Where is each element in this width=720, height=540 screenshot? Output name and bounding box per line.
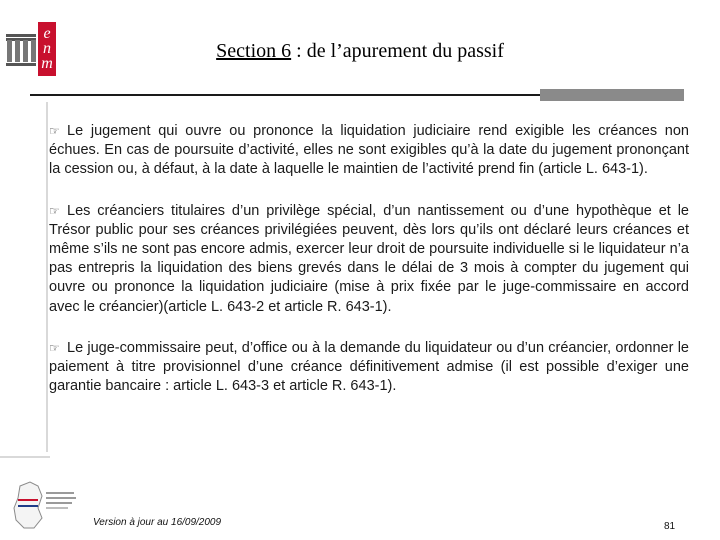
divider-accent: [540, 89, 684, 101]
page-title: [0, 40, 720, 63]
version-note: Version à jour au 16/09/2009: [93, 517, 222, 528]
slide-body: [49, 122, 689, 418]
page-number: 81: [664, 521, 676, 532]
ministry-seal-icon: [8, 478, 78, 534]
paragraph-text: Les créanciers titulaires d’un privilège spécial, d’un nantissement ou d’une hypothèque et le Trésor public pour ses créances privilégiées peuvent, dès lors qu’ils ont déclaré leurs créances et même s’ils ne sont pas encore admis, exercer leur droit de poursuite individuelle si le liquidateur n’a pas entrepris la liquidation des biens grevés dans le délai de 3 mois à compter du jugement qui ouvre ou prononce la liquidation judiciaire (mise à prix fixée par le juge-commissaire en accord avec le créancier)(article L. 643-2 et article R. 643-1).: [49, 202, 689, 315]
pointing-hand-icon: ☞: [49, 340, 60, 355]
paragraph-text: Le juge-commissaire peut, d’office ou à la demande du liquidateur ou d’un créancier, ordonner le paiement à titre provisionnel d’une créance définitivement admise (il est possible d’exiger une garantie bancaire : article L. 643-3 et article R. 643-1).: [49, 339, 689, 395]
paragraph-2: [49, 202, 689, 317]
pointing-hand-icon: ☞: [49, 124, 60, 138]
paragraph-3: [49, 339, 689, 397]
left-margin-line: [46, 102, 48, 452]
pointing-hand-icon: ☞: [49, 203, 60, 218]
footer-divider: [0, 456, 50, 458]
paragraph-1: [49, 122, 689, 180]
logo-letters: e n m: [41, 25, 53, 72]
section-number: Section 6: [216, 40, 292, 62]
paragraph-text: Le jugement qui ouvre ou prononce la liquidation judiciaire rend exigible les créances non échues. En cas de poursuite d’activité, elles ne sont exigibles qu’à la date du jugement prononçant la cession ou, à défaut, à la date à laquelle le maintien de l’activité prend fin (article L. 643-1).: [49, 123, 689, 178]
section-title: : de l’apurement du passif: [291, 40, 504, 62]
